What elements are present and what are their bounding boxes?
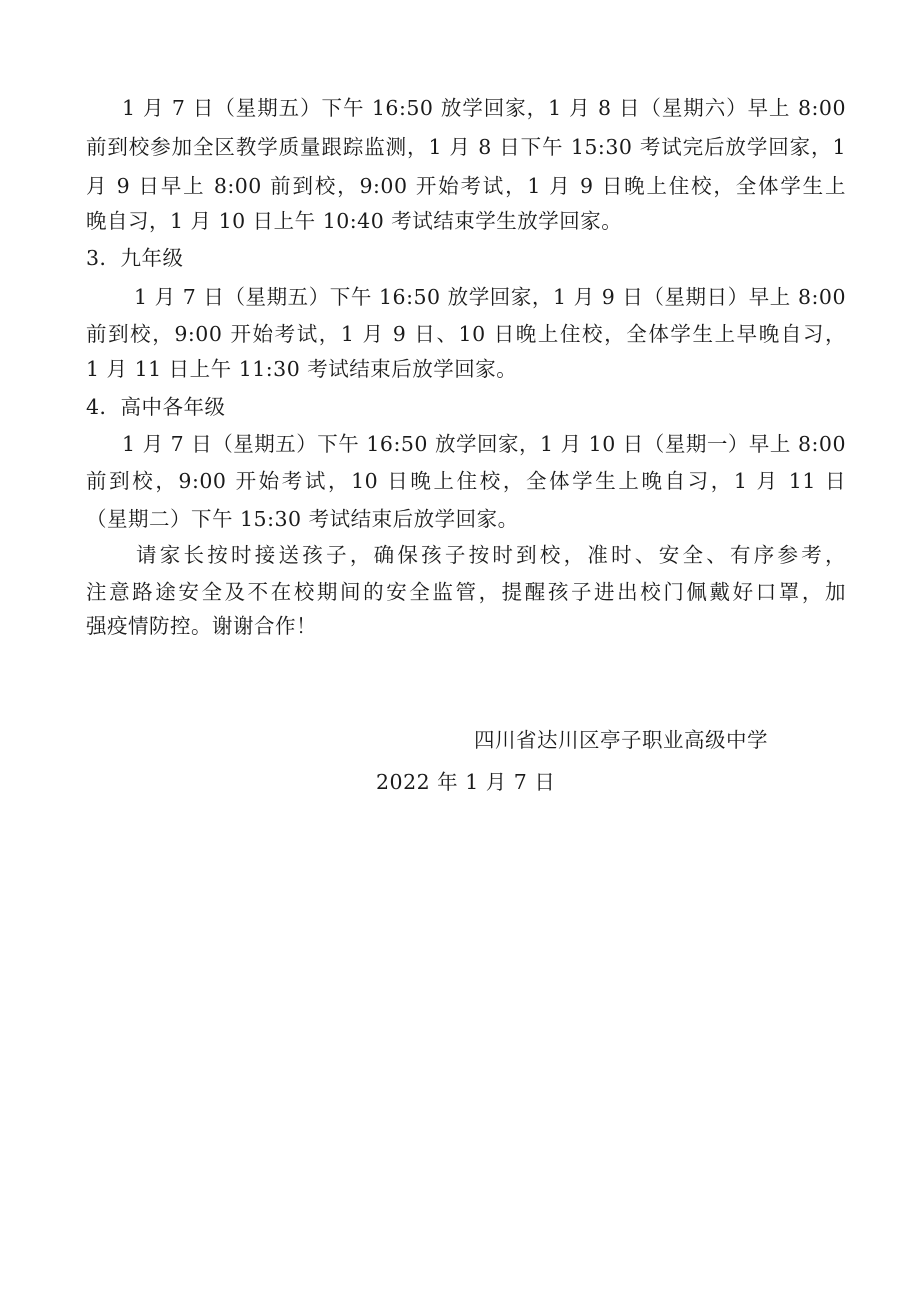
paragraph-line: （星期二）下午 15:30 考试结束后放学回家。	[86, 507, 519, 531]
signature-organization: 四川省达川区亭子职业高级中学	[474, 728, 768, 752]
paragraph-line: 1 月 7 日（星期五）下午 16:50 放学回家，1 月 10 日（星期一）早上 8:00	[122, 432, 846, 456]
section-heading-high-school: 4．高中各年级	[86, 395, 226, 419]
paragraph-line: 1 月 7 日（星期五）下午 16:50 放学回家，1 月 8 日（星期六）早上 8:00	[122, 96, 846, 120]
notice-line: 强疫情防控。谢谢合作！	[86, 614, 317, 638]
paragraph-line: 1 月 7 日（星期五）下午 16:50 放学回家，1 月 9 日（星期日）早上 8:00	[134, 285, 846, 309]
notice-line: 注意路途安全及不在校期间的安全监管，提醒孩子进出校门佩戴好口罩，加	[86, 580, 846, 604]
notice-line: 请家长按时接送孩子，确保孩子按时到校，准时、安全、有序参考，	[136, 543, 846, 567]
paragraph-line: 前到校参加全区教学质量跟踪监测，1 月 8 日下午 15:30 考试完后放学回家，1	[86, 135, 846, 159]
section-heading-grade9: 3．九年级	[86, 246, 184, 270]
paragraph-line: 月 9 日早上 8:00 前到校，9:00 开始考试，1 月 9 日晚上住校，全体学生上	[86, 174, 846, 198]
signature-date: 2022 年 1 月 7 日	[376, 770, 556, 794]
paragraph-line: 晚自习，1 月 10 日上午 10:40 考试结束学生放学回家。	[86, 209, 623, 233]
paragraph-line: 前到校，9:00 开始考试，10 日晚上住校，全体学生上晚自习，1 月 11 日	[86, 469, 846, 493]
paragraph-line: 前到校，9:00 开始考试，1 月 9 日、10 日晚上住校，全体学生上早晚自习，	[86, 322, 846, 346]
paragraph-line: 1 月 11 日上午 11:30 考试结束后放学回家。	[86, 357, 518, 381]
